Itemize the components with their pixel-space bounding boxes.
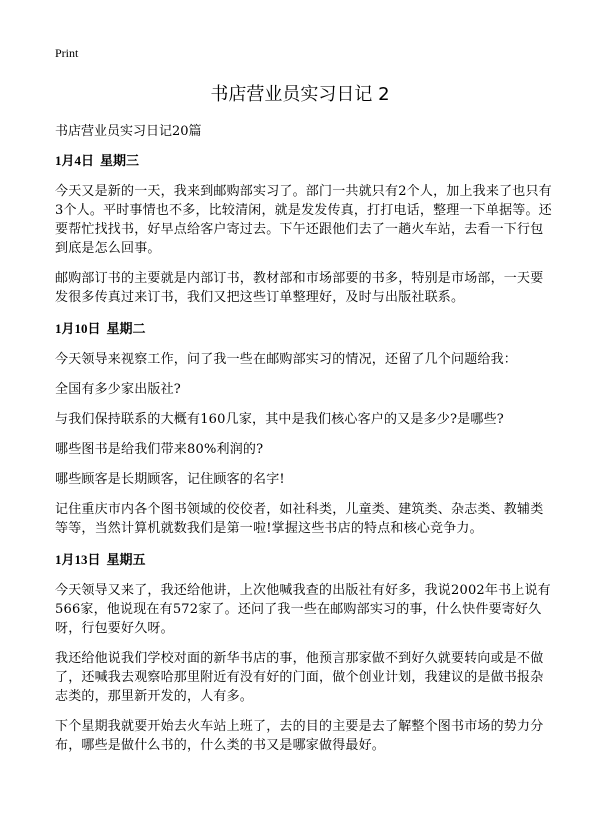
entry-paragraph: 我还给他说我们学校对面的新华书店的事，他预言那家做不到好久就要转向或是不做了，还喊我去观察哈那里附近有没有好的门面，做个创业计划，我建议的是做书报杂志类的，那里新开发的，人有多。 [55, 651, 544, 704]
print-link[interactable]: Print [55, 46, 79, 60]
entry-paragraph: 哪些顾客是长期顾客，记住顾客的名字! [55, 472, 285, 487]
entry-weekday: 星期二 [106, 321, 146, 336]
document-subtitle: 书店营业员实习日记20篇 [55, 124, 202, 139]
entry-paragraph: 今天领导来视察工作，问了我一些在邮购部实习的情况，还留了几个问题给我： [55, 352, 518, 367]
page-title: 书店营业员实习日记 2 [210, 84, 390, 105]
diary-entry-jan-4 [55, 150, 555, 307]
entry-paragraph: 邮购部订书的主要就是内部订书，教材部和市场部要的书多，特别是市场部，一天要发很多传真过来订书，我们又把这些订单整理好，及时与出版社联系。 [55, 271, 544, 305]
entry-paragraph: 哪些图书是给我们带来80%利润的? [55, 442, 264, 457]
diary-content [55, 150, 555, 766]
entry-paragraph: 记住重庆市内各个图书领域的佼佼者，如社科类，儿童类、建筑类、杂志类、教辅类等等，当然计算机就数我们是第一啦!掌握这些书店的特点和核心竞争力。 [55, 502, 544, 536]
entry-date-heading [55, 150, 555, 169]
diary-entry-jan-10 [55, 318, 555, 538]
entry-paragraph: 今天领导又来了，我还给他讲，上次他喊我查的出版社有好多，我说2002年书上说有566家，他说现在有572家了。还问了我一些在邮购部实习的事，什么快件要寄好久呀，行包要好久呀。 [55, 583, 551, 636]
entry-paragraph: 今天又是新的一天，我来到邮购部实习了。部门一共就只有2个人，加上我来了也只有3个人。平时事情也不多，比较清闲，就是发发传真，打打电话，整理一下单据等。还要帮忙找找书，好早点给客户寄过去。下午还跟他们去了一趟火车站，去看一下行包到底是怎么回事。 [55, 184, 552, 256]
entry-weekday: 星期五 [106, 552, 146, 567]
entry-date-heading [55, 318, 555, 337]
entry-paragraph: 与我们保持联系的大概有160几家，其中是我们核心客户的又是多少?是哪些? [55, 412, 504, 427]
entry-date: 1月4日 [55, 153, 95, 168]
entry-date-heading [55, 549, 555, 568]
entry-paragraph: 全国有多少家出版社? [55, 382, 181, 397]
entry-date: 1月13日 [55, 552, 101, 567]
entry-weekday: 星期三 [100, 153, 140, 168]
entry-date: 1月10日 [55, 321, 101, 336]
entry-paragraph: 下个星期我就要开始去火车站上班了，去的目的主要是去了解整个图书市场的势力分布，哪些是做什么书的，什么类的书又是哪家做得最好。 [55, 719, 544, 753]
diary-entry-jan-13 [55, 549, 555, 755]
